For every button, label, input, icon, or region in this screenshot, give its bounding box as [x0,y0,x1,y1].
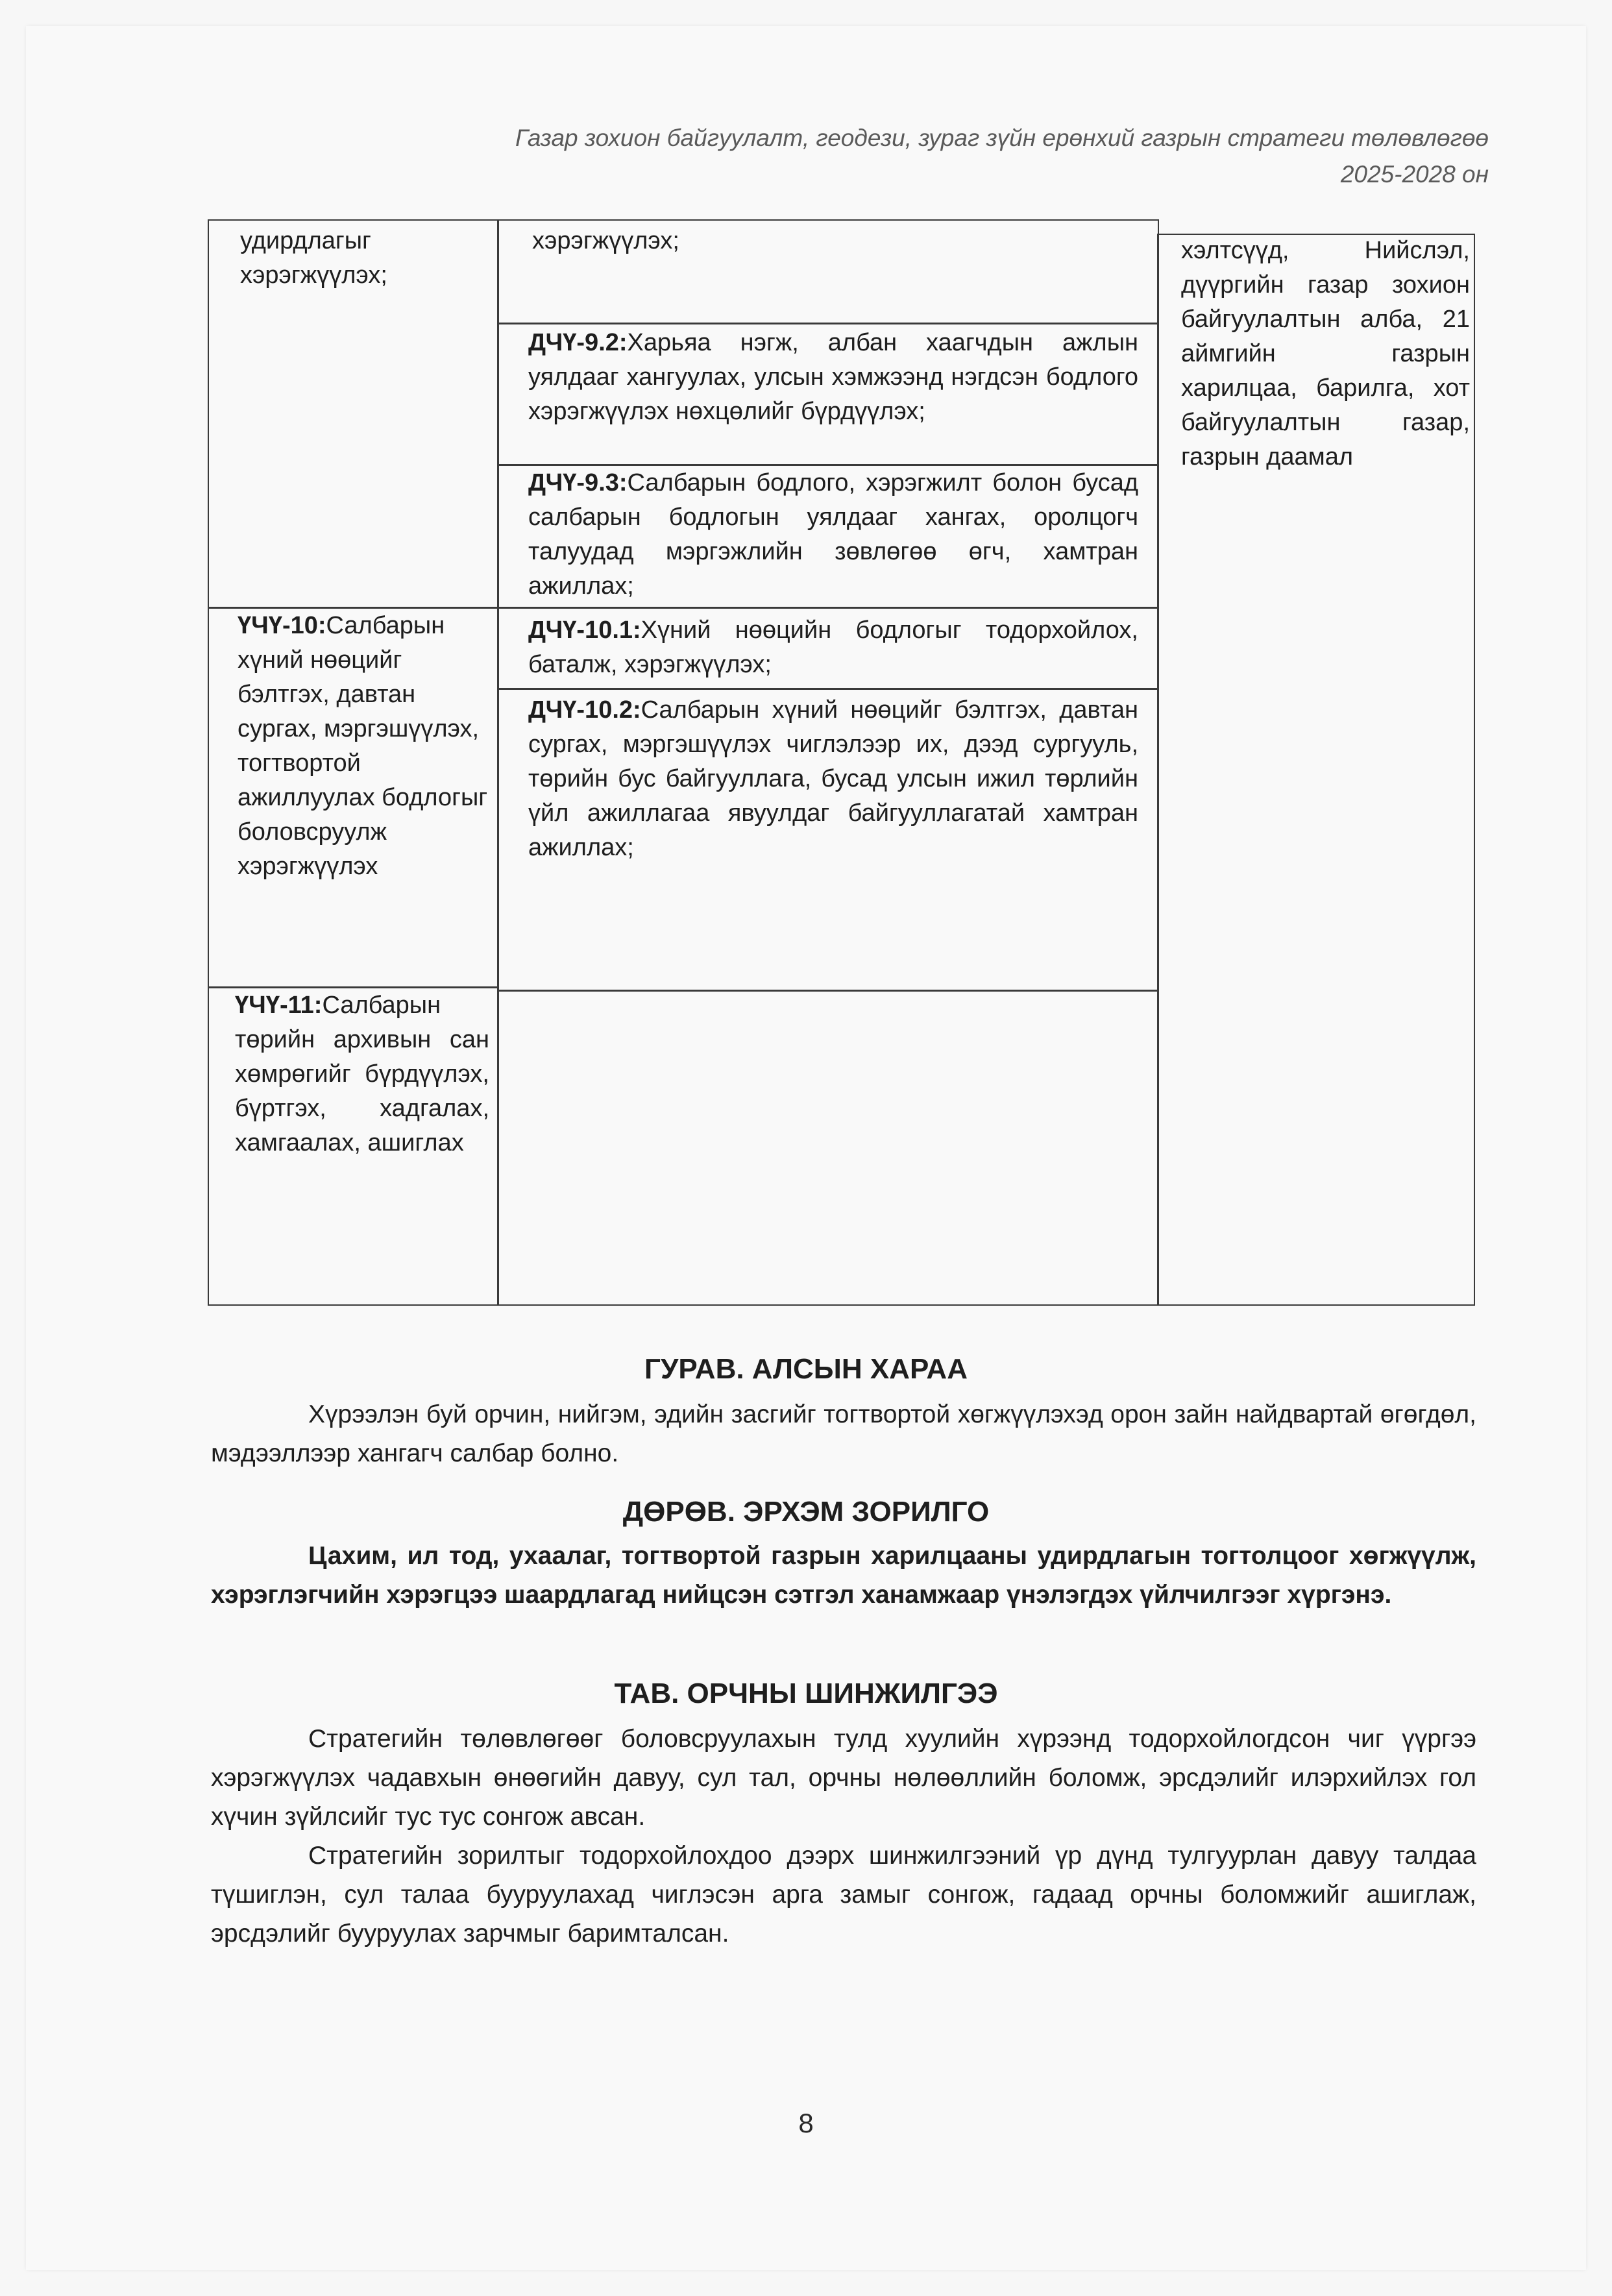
task-code: ДЧҮ-10.2: [528,696,641,724]
section-title-mission: ДӨРӨВ. ЭРХЭМ ЗОРИЛГО [622,1496,990,1528]
table-divider [497,990,1159,992]
objective-code: ҮЧҮ-10: [238,612,326,639]
task-text: Харьяа нэгж, албан хаагчдын ажлын уялдааг хангуулах, улсын хэмжээнд нэгдсэн бодлого хэрэгжүүлэх нөхцөлийг бүрдүүлэх; [528,329,1138,425]
table-cell-objective-11 [235,988,489,1160]
header-title: Газар зохион байгуулалт, геодези, зураг зүйн ерөнхий газрын стратеги төлөвлөгөө [515,125,1489,151]
task-text: Салбарын бодлого, хэрэгжилт болон бусад салбарын бодлогын уялдааг хангах, оролцогч талуудад мэргэжлийн зөвлөгөө өгч, хамтран ажиллах; [528,469,1138,600]
header-years: 2025-2028 он [1340,161,1489,188]
section-text-environment-analysis-1: Стратегийн төлөвлөгөөг боловсруулахын тулд хуулийн хүрээнд тодорхойлогдсон чиг үүргээ хэрэгжүүлэх чадавхын өнөөгийн давуу, сул тал, орчны нөлөөллийн боломж, эрсдэлийг илэрхийлэх гол хүчин зүйлсийг тус тус сонгож авсан. [211,1725,1476,1831]
task-text: Хүний нөөцийн бодлогыг тодорхойлох, баталж, хэрэгжүүлэх; [528,617,1138,678]
section-text-mission: Цахим, ил тод, ухаалаг, тогтвортой газрын харилцааны удирдлагын тогтолцоог хөгжүүлж, хэрэглэгчийн хэрэгцээ шаардлагад нийцсэн сэтгэл ханамжаар үнэлэгдэх үйлчилгээг хүргэнэ. [211,1542,1476,1609]
table-divider [497,323,1159,324]
section-text-environment-analysis-2: Стратегийн зорилтыг тодорхойлохдоо дээрх шинжилгээний үр дүнд тулгуурлан давуу талдаа түшиглэн, сул талаа бууруулахад чиглэсэн арга замыг сонгож, гадаад орчны боломжийг ашиглаж, эрсдэлийг бууруулах зарчмыг баримталсан. [211,1842,1476,1948]
task-text: Салбарын хүний нөөцийг бэлтгэх, давтан сургах, мэргэшүүлэх чиглэлээр их, дээд сургууль, төрийн бус байгууллага, бусад улсын ижил төрлийн үйл ажиллагаа явуулдаг байгууллагатай хамтран ажиллах; [528,696,1138,861]
table-divider [497,688,1159,690]
objective-code: ҮЧҮ-11: [235,992,323,1019]
task-code: ДЧҮ-9.3: [528,469,628,496]
task-code: ДЧҮ-10.1: [528,617,641,644]
section-title-vision: ГУРАВ. АЛСЫН ХАРАА [644,1353,968,1385]
table-divider [497,607,1159,609]
task-code: ДЧҮ-9.2: [528,329,628,356]
table-cell-task-9-3 [528,466,1138,604]
table-cell-task-10-2 [528,693,1138,865]
section-text-vision: Хүрээлэн буй орчин, нийгэм, эдийн засгийг тогтвортой хөгжүүлэхэд орон зайн найдвартай өгөгдөл, мэдээллээр хангагч салбар болно. [211,1400,1476,1467]
table-divider [497,219,499,1306]
table-cell-task-10-1 [528,613,1138,682]
table-cell-task-9-1-cont: хэрэгжүүлэх; [532,227,679,254]
page-header [191,120,1489,193]
page-number: 8 [798,2108,814,2138]
table-cell-responsible: хэлтсүүд, Нийслэл, дүүргийн газар зохион байгуулалтын алба, 21 аймгийн газрын харилцаа, барилга, хот байгуулалтын газар, газрын даамал [1181,237,1470,470]
objective-text: Салбарын төрийн архивын сан хөмрөгийг бүрдүүлэх, бүртгэх, хадгалах, хамгаалах, ашиглах [235,992,489,1156]
table-cell-objective-10 [238,609,491,884]
objective-text: Салбарын хүний нөөцийг бэлтгэх, давтан сургах, мэргэшүүлэх, тогтвортой ажиллуулах бодлогыг боловсруулж хэрэгжүүлэх [238,612,488,880]
section-title-environment-analysis: ТАВ. ОРЧНЫ ШИНЖИЛГЭЭ [614,1678,998,1709]
table-cell-objective-9-cont: удирдлагыг хэрэгжүүлэх; [240,227,387,289]
table-cell-task-9-2 [528,326,1138,429]
